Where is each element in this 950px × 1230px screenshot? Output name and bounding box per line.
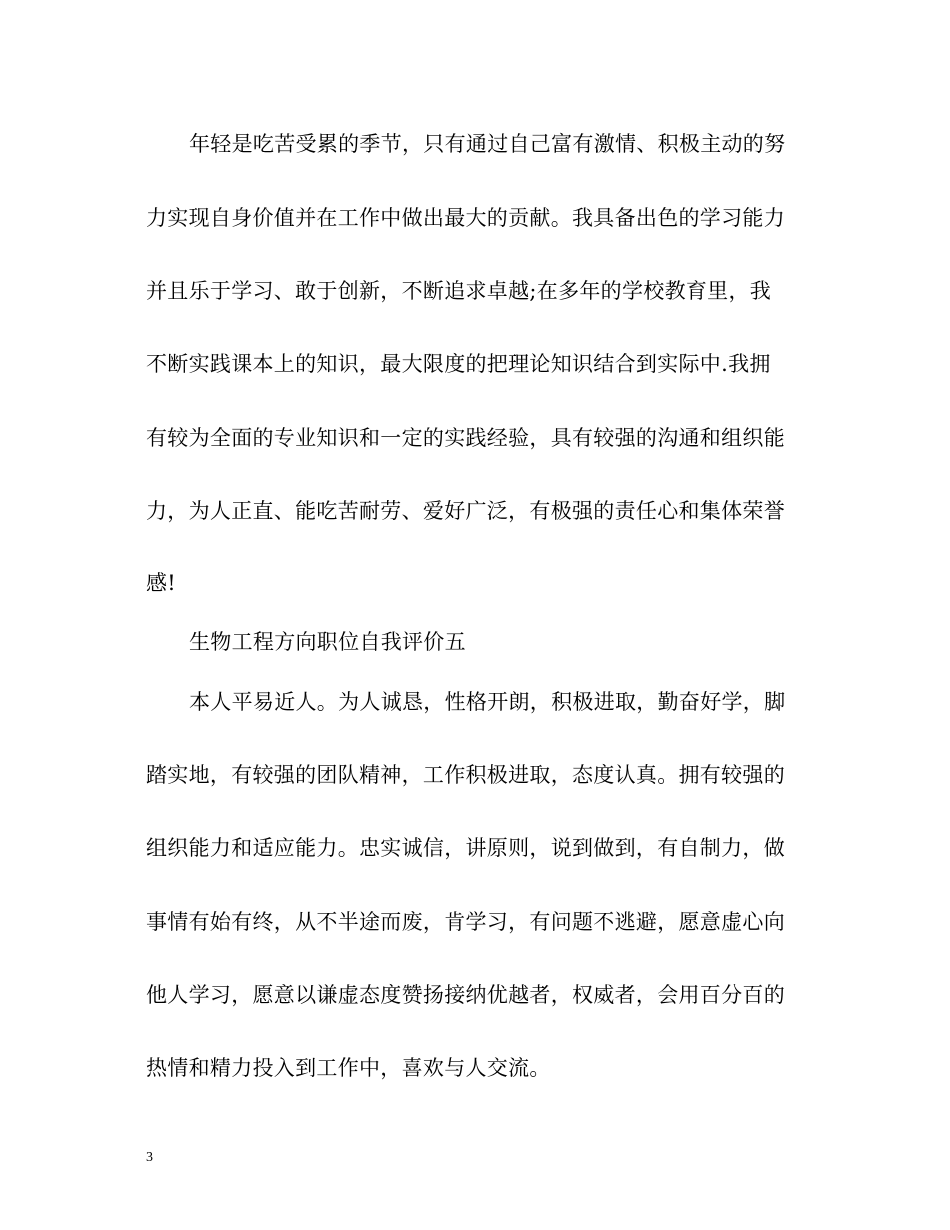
paragraph-line: 不断实践课本上的知识，最大限度的把理论知识结合到实际中.我拥 — [146, 352, 771, 376]
paragraph-line: 力实现自身价值并在工作中做出最大的贡献。我具备出色的学习能力 — [146, 206, 785, 230]
paragraph-line: 有较为全面的专业知识和一定的实践经验，具有较强的沟通和组织能 — [146, 426, 785, 450]
paragraph-line: 年轻是吃苦受累的季节，只有通过自己富有激情、积极主动的努 — [189, 132, 786, 156]
paragraph-line: 踏实地，有较强的团队精神，工作积极进取，态度认真。拥有较强的 — [146, 763, 785, 787]
paragraph-line: 力，为人正直、能吃苦耐劳、爱好广泛，有极强的责任心和集体荣誉 — [146, 499, 785, 523]
paragraph-line: 并且乐于学习、敢于创新，不断追求卓越;在多年的学校教育里，我 — [146, 279, 772, 303]
page-number: 3 — [146, 1150, 153, 1165]
paragraph-line: 他人学习，愿意以谦虚态度赞扬接纳优越者，权威者，会用百分百的 — [146, 983, 785, 1007]
paragraph-line: 本人平易近人。为人诚恳，性格开朗，积极进取，勤奋好学，脚 — [189, 690, 786, 714]
paragraph-line: 热情和精力投入到工作中，喜欢与人交流。 — [146, 1056, 551, 1080]
section-heading: 生物工程方向职位自我评价五 — [189, 630, 466, 654]
paragraph-line: 组织能力和适应能力。忠实诚信，讲原则，说到做到，有自制力，做 — [146, 836, 785, 860]
paragraph-line: 感! — [146, 571, 177, 595]
paragraph-line: 事情有始有终，从不半途而废，肯学习，有问题不逃避，愿意虚心向 — [146, 910, 785, 934]
